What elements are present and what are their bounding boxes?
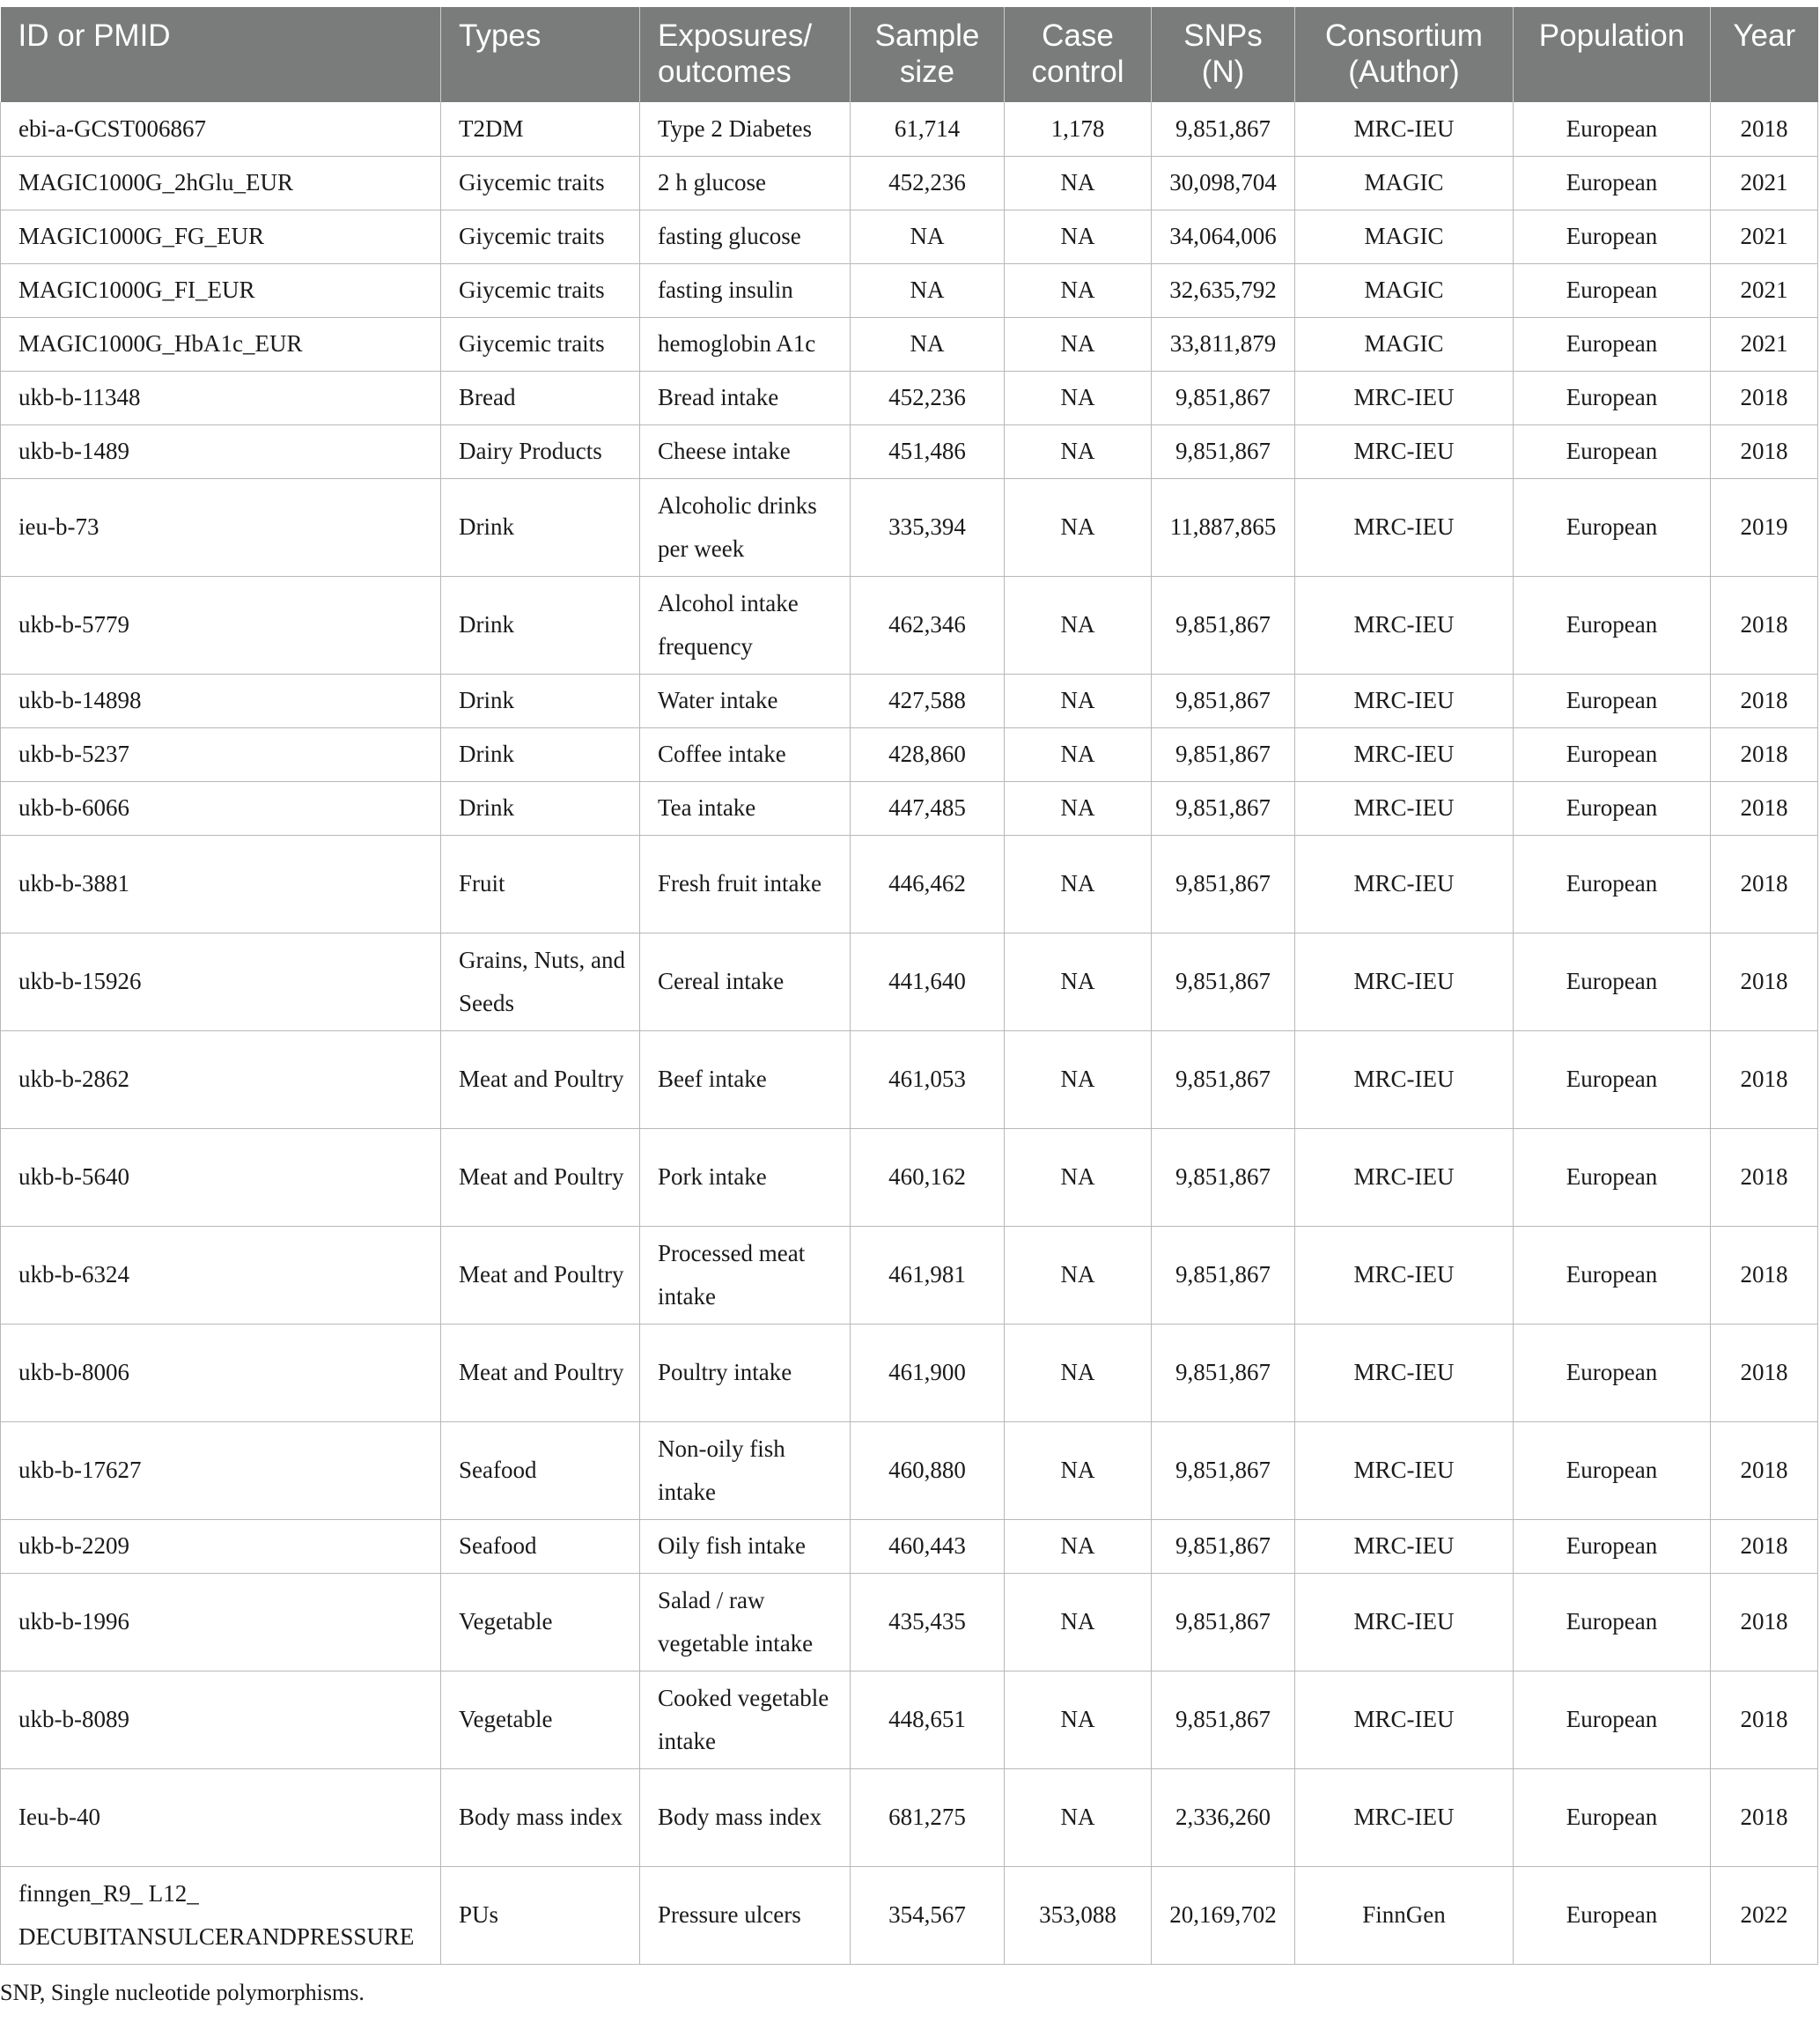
table-footnote: SNP, Single nucleotide polymorphisms. — [0, 1980, 365, 2005]
snps-cell: 9,851,867 — [1152, 1671, 1295, 1768]
consortium-cell: MRC-IEU — [1295, 835, 1514, 933]
case-control-cell: NA — [1005, 933, 1152, 1030]
year-cell: 2019 — [1711, 478, 1818, 576]
year-cell: 2018 — [1711, 371, 1818, 424]
sample-size-cell: 447,485 — [851, 781, 1005, 835]
case-control-cell: NA — [1005, 156, 1152, 210]
consortium-cell: MRC-IEU — [1295, 727, 1514, 781]
id-cell: MAGIC1000G_FI_EUR — [1, 263, 441, 317]
exposure-cell: Cereal intake — [640, 933, 851, 1030]
exposure-cell: Pork intake — [640, 1128, 851, 1226]
header-row — [1, 7, 1818, 102]
table-row — [1, 478, 1818, 576]
year-cell: 2018 — [1711, 933, 1818, 1030]
type-cell: Grains, Nuts, and Seeds — [441, 933, 640, 1030]
table-row — [1, 317, 1818, 371]
sample-size-cell: 461,053 — [851, 1030, 1005, 1128]
case-control-cell: NA — [1005, 674, 1152, 727]
population-cell: European — [1514, 263, 1711, 317]
year-cell: 2022 — [1711, 1866, 1818, 1964]
table-row — [1, 1421, 1818, 1519]
type-cell: Drink — [441, 781, 640, 835]
case-control-cell: NA — [1005, 781, 1152, 835]
exposure-cell: fasting insulin — [640, 263, 851, 317]
snps-cell: 9,851,867 — [1152, 1324, 1295, 1421]
type-cell: Giycemic traits — [441, 317, 640, 371]
id-cell: ebi-a-GCST006867 — [1, 102, 441, 156]
consortium-cell: MRC-IEU — [1295, 1128, 1514, 1226]
header-sample-size: Sample size — [851, 7, 1005, 102]
case-control-cell: NA — [1005, 371, 1152, 424]
case-control-cell: NA — [1005, 1030, 1152, 1128]
sample-size-cell: 452,236 — [851, 371, 1005, 424]
sample-size-cell: 460,880 — [851, 1421, 1005, 1519]
id-cell: MAGIC1000G_HbA1c_EUR — [1, 317, 441, 371]
sample-size-cell: 441,640 — [851, 933, 1005, 1030]
snps-cell: 9,851,867 — [1152, 102, 1295, 156]
table-row — [1, 933, 1818, 1030]
type-cell: Fruit — [441, 835, 640, 933]
type-cell: Drink — [441, 727, 640, 781]
sample-size-cell: 451,486 — [851, 424, 1005, 478]
exposure-cell: Non-oily fish intake — [640, 1421, 851, 1519]
year-cell: 2018 — [1711, 1324, 1818, 1421]
snps-cell: 9,851,867 — [1152, 371, 1295, 424]
consortium-cell: MAGIC — [1295, 210, 1514, 263]
type-cell: Body mass index — [441, 1768, 640, 1866]
consortium-cell: MAGIC — [1295, 156, 1514, 210]
snps-cell: 9,851,867 — [1152, 727, 1295, 781]
consortium-cell: MRC-IEU — [1295, 1421, 1514, 1519]
consortium-cell: MRC-IEU — [1295, 1519, 1514, 1573]
year-cell: 2018 — [1711, 835, 1818, 933]
sample-size-cell: 462,346 — [851, 576, 1005, 674]
population-cell: European — [1514, 102, 1711, 156]
header-year: Year — [1711, 7, 1818, 102]
type-cell: Giycemic traits — [441, 210, 640, 263]
snps-cell: 9,851,867 — [1152, 424, 1295, 478]
population-cell: European — [1514, 1866, 1711, 1964]
case-control-cell: NA — [1005, 478, 1152, 576]
sample-size-cell: 61,714 — [851, 102, 1005, 156]
id-cell: ukb-b-6066 — [1, 781, 441, 835]
population-cell: European — [1514, 1768, 1711, 1866]
year-cell: 2021 — [1711, 210, 1818, 263]
header-population: Population — [1514, 7, 1711, 102]
consortium-cell: MRC-IEU — [1295, 1226, 1514, 1324]
exposure-cell: hemoglobin A1c — [640, 317, 851, 371]
exposure-cell: Type 2 Diabetes — [640, 102, 851, 156]
data-table-container — [0, 7, 1817, 1965]
id-cell: ieu-b-73 — [1, 478, 441, 576]
sample-size-cell: 461,981 — [851, 1226, 1005, 1324]
exposure-cell: 2 h glucose — [640, 156, 851, 210]
id-cell: ukb-b-14898 — [1, 674, 441, 727]
sample-size-cell: 460,443 — [851, 1519, 1005, 1573]
snps-cell: 9,851,867 — [1152, 576, 1295, 674]
consortium-cell: MRC-IEU — [1295, 1573, 1514, 1671]
exposure-cell: Beef intake — [640, 1030, 851, 1128]
type-cell: Meat and Poultry — [441, 1324, 640, 1421]
case-control-cell: NA — [1005, 1128, 1152, 1226]
table-row — [1, 1324, 1818, 1421]
header-case-control: Case control — [1005, 7, 1152, 102]
year-cell: 2018 — [1711, 781, 1818, 835]
year-cell: 2021 — [1711, 156, 1818, 210]
exposure-cell: Bread intake — [640, 371, 851, 424]
population-cell: European — [1514, 576, 1711, 674]
year-cell: 2021 — [1711, 317, 1818, 371]
table-row — [1, 1128, 1818, 1226]
table-row — [1, 424, 1818, 478]
case-control-cell: 353,088 — [1005, 1866, 1152, 1964]
year-cell: 2018 — [1711, 1519, 1818, 1573]
id-cell: ukb-b-2862 — [1, 1030, 441, 1128]
case-control-cell: NA — [1005, 263, 1152, 317]
sample-size-cell: NA — [851, 210, 1005, 263]
table-row — [1, 156, 1818, 210]
year-cell: 2018 — [1711, 1226, 1818, 1324]
exposure-cell: Cooked vegetable intake — [640, 1671, 851, 1768]
consortium-cell: MRC-IEU — [1295, 371, 1514, 424]
case-control-cell: NA — [1005, 1324, 1152, 1421]
consortium-cell: MRC-IEU — [1295, 1030, 1514, 1128]
table-row — [1, 1573, 1818, 1671]
consortium-cell: MRC-IEU — [1295, 576, 1514, 674]
exposure-cell: Fresh fruit intake — [640, 835, 851, 933]
sample-size-cell: 448,651 — [851, 1671, 1005, 1768]
consortium-cell: MRC-IEU — [1295, 478, 1514, 576]
consortium-cell: MRC-IEU — [1295, 1768, 1514, 1866]
id-cell: ukb-b-8006 — [1, 1324, 441, 1421]
consortium-cell: MAGIC — [1295, 263, 1514, 317]
snps-cell: 11,887,865 — [1152, 478, 1295, 576]
table-row — [1, 727, 1818, 781]
case-control-cell: NA — [1005, 835, 1152, 933]
sample-size-cell: 460,162 — [851, 1128, 1005, 1226]
exposure-cell: Coffee intake — [640, 727, 851, 781]
population-cell: European — [1514, 1030, 1711, 1128]
year-cell: 2021 — [1711, 263, 1818, 317]
table-header — [1, 7, 1818, 102]
exposure-cell: Cheese intake — [640, 424, 851, 478]
year-cell: 2018 — [1711, 727, 1818, 781]
type-cell: Drink — [441, 576, 640, 674]
population-cell: European — [1514, 371, 1711, 424]
id-cell: ukb-b-17627 — [1, 1421, 441, 1519]
id-cell: ukb-b-5779 — [1, 576, 441, 674]
id-cell: MAGIC1000G_2hGlu_EUR — [1, 156, 441, 210]
id-cell: ukb-b-1489 — [1, 424, 441, 478]
consortium-cell: MRC-IEU — [1295, 674, 1514, 727]
sample-size-cell: 335,394 — [851, 478, 1005, 576]
table-row — [1, 674, 1818, 727]
type-cell: Meat and Poultry — [441, 1226, 640, 1324]
snps-cell: 9,851,867 — [1152, 781, 1295, 835]
sample-size-cell: 446,462 — [851, 835, 1005, 933]
case-control-cell: NA — [1005, 1519, 1152, 1573]
type-cell: Giycemic traits — [441, 263, 640, 317]
population-cell: European — [1514, 727, 1711, 781]
sample-size-cell: 354,567 — [851, 1866, 1005, 1964]
exposure-cell: Body mass index — [640, 1768, 851, 1866]
id-cell: MAGIC1000G_FG_EUR — [1, 210, 441, 263]
case-control-cell: NA — [1005, 424, 1152, 478]
snps-cell: 32,635,792 — [1152, 263, 1295, 317]
sample-size-cell: 452,236 — [851, 156, 1005, 210]
exposure-cell: Pressure ulcers — [640, 1866, 851, 1964]
type-cell: Drink — [441, 674, 640, 727]
population-cell: European — [1514, 317, 1711, 371]
sample-size-cell: NA — [851, 317, 1005, 371]
table-row — [1, 1030, 1818, 1128]
snps-cell: 34,064,006 — [1152, 210, 1295, 263]
id-cell: ukb-b-5640 — [1, 1128, 441, 1226]
consortium-cell: MRC-IEU — [1295, 102, 1514, 156]
population-cell: European — [1514, 674, 1711, 727]
exposure-cell: Water intake — [640, 674, 851, 727]
consortium-cell: MAGIC — [1295, 317, 1514, 371]
population-cell: European — [1514, 781, 1711, 835]
case-control-cell: NA — [1005, 1226, 1152, 1324]
case-control-cell: NA — [1005, 1671, 1152, 1768]
id-cell: ukb-b-15926 — [1, 933, 441, 1030]
id-cell: ukb-b-5237 — [1, 727, 441, 781]
population-cell: European — [1514, 1519, 1711, 1573]
type-cell: Vegetable — [441, 1573, 640, 1671]
table-row — [1, 1768, 1818, 1866]
exposure-cell: Salad / raw vegetable intake — [640, 1573, 851, 1671]
exposure-cell: Oily fish intake — [640, 1519, 851, 1573]
type-cell: Bread — [441, 371, 640, 424]
id-cell: ukb-b-8089 — [1, 1671, 441, 1768]
table-body — [1, 102, 1818, 1964]
table-row — [1, 1671, 1818, 1768]
snps-cell: 9,851,867 — [1152, 835, 1295, 933]
year-cell: 2018 — [1711, 1573, 1818, 1671]
case-control-cell: NA — [1005, 317, 1152, 371]
snps-cell: 9,851,867 — [1152, 674, 1295, 727]
population-cell: European — [1514, 424, 1711, 478]
table-row — [1, 1226, 1818, 1324]
snps-cell: 20,169,702 — [1152, 1866, 1295, 1964]
population-cell: European — [1514, 478, 1711, 576]
table-row — [1, 263, 1818, 317]
type-cell: Meat and Poultry — [441, 1030, 640, 1128]
id-cell: finngen_R9_ L12_ DECUBITANSULCERANDPRESSURE — [1, 1866, 441, 1964]
year-cell: 2018 — [1711, 102, 1818, 156]
consortium-cell: MRC-IEU — [1295, 933, 1514, 1030]
header-snps: SNPs (N) — [1152, 7, 1295, 102]
snps-cell: 9,851,867 — [1152, 1030, 1295, 1128]
exposure-cell: Processed meat intake — [640, 1226, 851, 1324]
table-row — [1, 781, 1818, 835]
exposure-cell: Poultry intake — [640, 1324, 851, 1421]
case-control-cell: 1,178 — [1005, 102, 1152, 156]
header-id: ID or PMID — [1, 7, 441, 102]
exposure-cell: Alcoholic drinks per week — [640, 478, 851, 576]
table-row — [1, 1519, 1818, 1573]
table-row — [1, 1866, 1818, 1964]
population-cell: European — [1514, 1324, 1711, 1421]
id-cell: ukb-b-1996 — [1, 1573, 441, 1671]
year-cell: 2018 — [1711, 1421, 1818, 1519]
population-cell: European — [1514, 835, 1711, 933]
snps-cell: 9,851,867 — [1152, 1128, 1295, 1226]
year-cell: 2018 — [1711, 1030, 1818, 1128]
type-cell: Drink — [441, 478, 640, 576]
population-cell: European — [1514, 933, 1711, 1030]
type-cell: PUs — [441, 1866, 640, 1964]
table-row — [1, 210, 1818, 263]
type-cell: T2DM — [441, 102, 640, 156]
table-row — [1, 102, 1818, 156]
population-cell: European — [1514, 210, 1711, 263]
sample-size-cell: NA — [851, 263, 1005, 317]
sample-size-cell: 427,588 — [851, 674, 1005, 727]
population-cell: European — [1514, 1671, 1711, 1768]
id-cell: ukb-b-2209 — [1, 1519, 441, 1573]
consortium-cell: MRC-IEU — [1295, 424, 1514, 478]
type-cell: Seafood — [441, 1421, 640, 1519]
year-cell: 2018 — [1711, 1128, 1818, 1226]
case-control-cell: NA — [1005, 210, 1152, 263]
exposure-cell: Alcohol intake frequency — [640, 576, 851, 674]
id-cell: ukb-b-11348 — [1, 371, 441, 424]
year-cell: 2018 — [1711, 1768, 1818, 1866]
snps-cell: 9,851,867 — [1152, 1421, 1295, 1519]
case-control-cell: NA — [1005, 727, 1152, 781]
header-types: Types — [441, 7, 640, 102]
consortium-cell: MRC-IEU — [1295, 781, 1514, 835]
id-cell: Ieu-b-40 — [1, 1768, 441, 1866]
type-cell: Giycemic traits — [441, 156, 640, 210]
sample-size-cell: 681,275 — [851, 1768, 1005, 1866]
population-cell: European — [1514, 156, 1711, 210]
type-cell: Dairy Products — [441, 424, 640, 478]
sample-size-cell: 428,860 — [851, 727, 1005, 781]
data-table — [0, 7, 1818, 1965]
population-cell: European — [1514, 1421, 1711, 1519]
year-cell: 2018 — [1711, 576, 1818, 674]
id-cell: ukb-b-3881 — [1, 835, 441, 933]
case-control-cell: NA — [1005, 1768, 1152, 1866]
exposure-cell: Tea intake — [640, 781, 851, 835]
table-row — [1, 576, 1818, 674]
table-row — [1, 371, 1818, 424]
snps-cell: 9,851,867 — [1152, 1519, 1295, 1573]
snps-cell: 9,851,867 — [1152, 933, 1295, 1030]
type-cell: Vegetable — [441, 1671, 640, 1768]
case-control-cell: NA — [1005, 1421, 1152, 1519]
consortium-cell: MRC-IEU — [1295, 1671, 1514, 1768]
snps-cell: 30,098,704 — [1152, 156, 1295, 210]
sample-size-cell: 435,435 — [851, 1573, 1005, 1671]
exposure-cell: fasting glucose — [640, 210, 851, 263]
case-control-cell: NA — [1005, 576, 1152, 674]
year-cell: 2018 — [1711, 674, 1818, 727]
id-cell: ukb-b-6324 — [1, 1226, 441, 1324]
sample-size-cell: 461,900 — [851, 1324, 1005, 1421]
snps-cell: 9,851,867 — [1152, 1226, 1295, 1324]
snps-cell: 2,336,260 — [1152, 1768, 1295, 1866]
snps-cell: 9,851,867 — [1152, 1573, 1295, 1671]
consortium-cell: MRC-IEU — [1295, 1324, 1514, 1421]
header-consortium: Consortium (Author) — [1295, 7, 1514, 102]
snps-cell: 33,811,879 — [1152, 317, 1295, 371]
population-cell: European — [1514, 1573, 1711, 1671]
table-row — [1, 835, 1818, 933]
population-cell: European — [1514, 1226, 1711, 1324]
year-cell: 2018 — [1711, 1671, 1818, 1768]
consortium-cell: FinnGen — [1295, 1866, 1514, 1964]
type-cell: Meat and Poultry — [441, 1128, 640, 1226]
year-cell: 2018 — [1711, 424, 1818, 478]
type-cell: Seafood — [441, 1519, 640, 1573]
case-control-cell: NA — [1005, 1573, 1152, 1671]
population-cell: European — [1514, 1128, 1711, 1226]
header-exposures: Exposures/ outcomes — [640, 7, 851, 102]
